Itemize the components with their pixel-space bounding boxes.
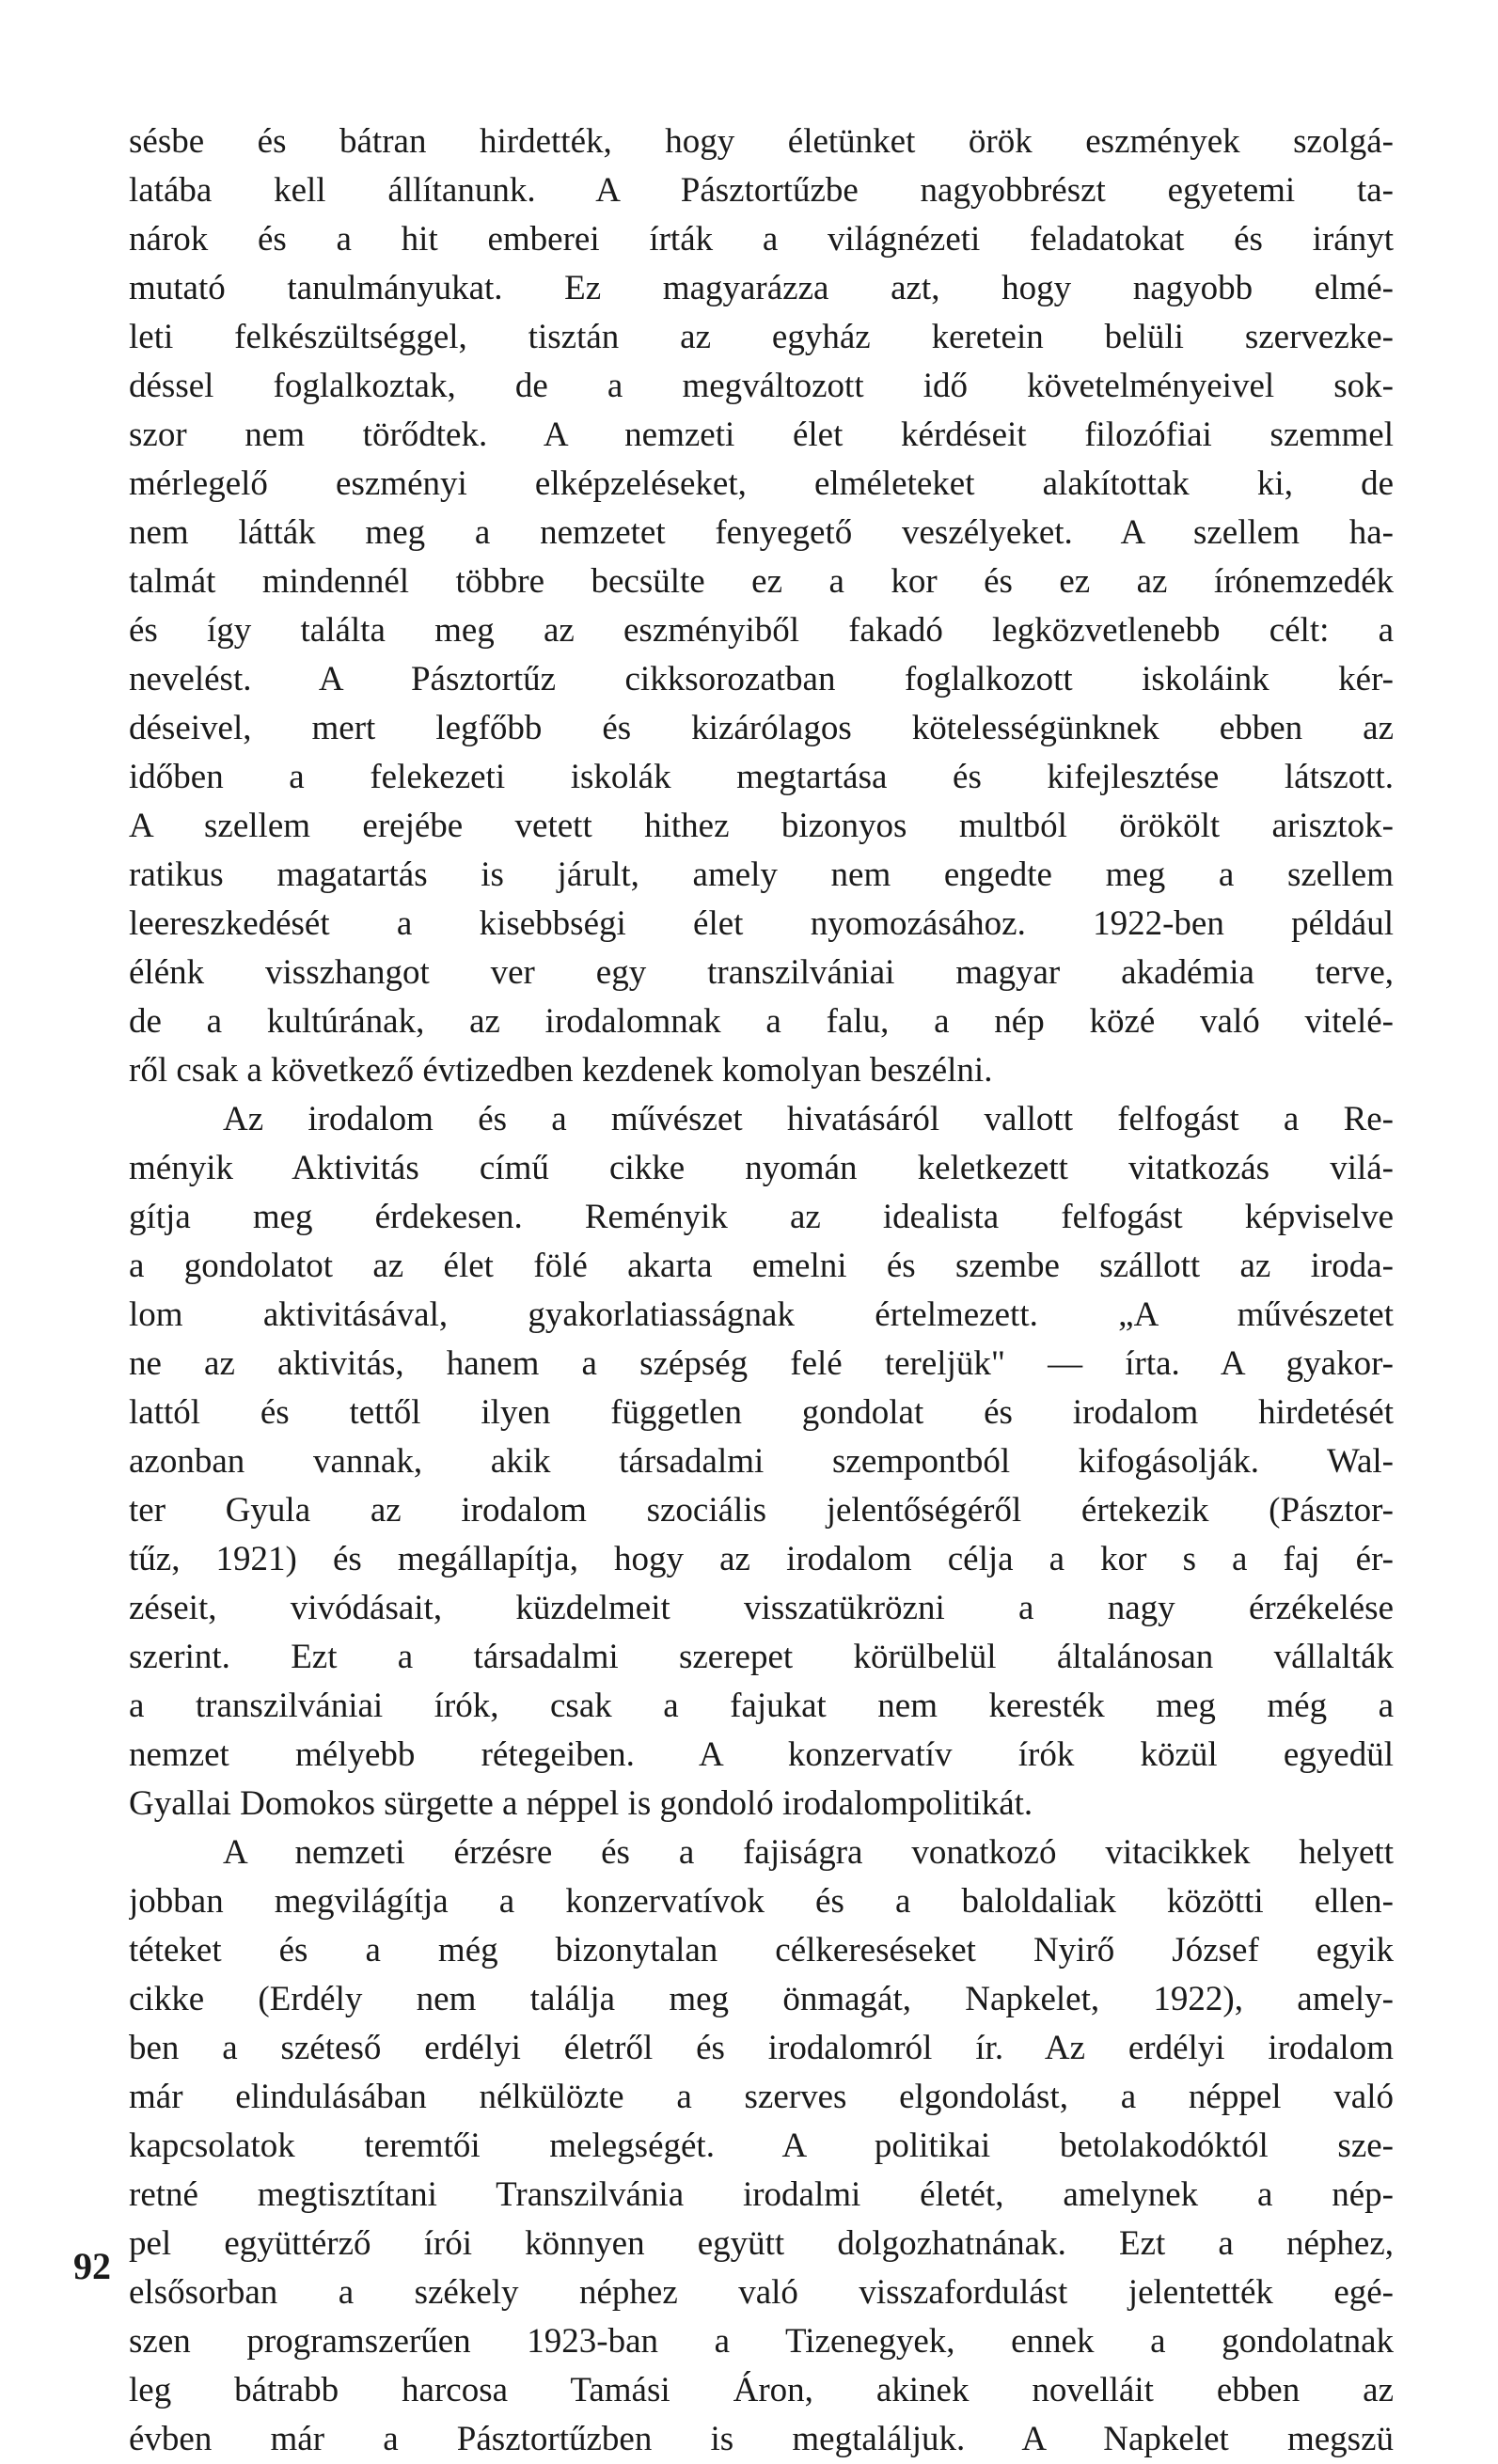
text-line: évben már a Pásztortűzben is megtaláljuk. A Napkelet megszü [129,2420,1394,2458]
text-line: időben a felekezeti iskolák megtartása és kifejlesztése látszott. [129,758,1394,796]
text-line: nemzet mélyebb rétegeiben. A konzervatív írók közül egyedül [129,1735,1394,1774]
text-line: kapcsolatok teremtői melegségét. A politikai betolakodóktól sze- [129,2127,1394,2165]
text-line: gítja meg érdekesen. Reményik az idealista felfogást képviselve [129,1198,1394,1236]
text-line: nem látták meg a nemzetet fenyegető veszélyeket. A szellem ha- [129,513,1394,552]
text-line: lom aktivitásával, gyakorlatiasságnak értelmezett. „A művészetet [129,1295,1394,1334]
text-line: de a kultúrának, az irodalomnak a falu, a nép közé való vitelé- [129,1002,1394,1041]
text-line: cikke (Erdély nem találja meg önmagát, Napkelet, 1922), amely- [129,1980,1394,2018]
text-line: ratikus magatartás is járult, amely nem engedte meg a szellem [129,855,1394,894]
text-line: szen programszerűen 1923-ban a Tizenegyek, ennek a gondolatnak [129,2322,1394,2361]
text-line: nárok és a hit emberei írták a világnézeti feladatokat és irányt [129,220,1394,259]
text-line: téteket és a még bizonytalan célkereséseket Nyirő József egyik [129,1931,1394,1970]
text-line: mérlegelő eszményi elképzeléseket, elméleteket alakítottak ki, de [129,464,1394,503]
text-line: A szellem erejébe vetett hithez bizonyos multból örökölt arisztok- [129,807,1394,845]
text-line: leti felkészültséggel, tisztán az egyház keretein belüli szervezke- [129,318,1394,356]
paragraph-end-line: ről csak a következő évtizedben kezdenek komolyan beszélni. [129,1051,993,1090]
text-line: a gondolatot az élet fölé akarta emelni és szembe szállott az iroda- [129,1247,1394,1285]
text-line: retné megtisztítani Transzilvánia irodalmi életét, amelynek a nép- [129,2175,1394,2214]
text-line: pel együttérző írói könnyen együtt dolgozhatnának. Ezt a néphez, [129,2224,1394,2263]
text-line: élénk visszhangot ver egy transzilvániai magyar akadémia terve, [129,953,1394,992]
text-line: déseivel, mert legfőbb és kizárólagos kötelességünknek ebben az [129,709,1394,747]
text-line: jobban megvilágítja a konzervatívok és a baloldaliak közötti ellen- [129,1882,1394,1921]
text-line: déssel foglalkoztak, de a megváltozott idő követelményeivel sok- [129,367,1394,405]
text-line: tűz, 1921) és megállapítja, hogy az irodalom célja a kor s a faj ér- [129,1540,1394,1578]
text-line: leereszkedését a kisebbségi élet nyomozásához. 1922-ben például [129,904,1394,943]
text-line: lattól és tettől ilyen független gondolat és irodalom hirdetését [129,1393,1394,1432]
text-line: zéseit, vivódásait, küzdelmeit visszatükrözni a nagy érzékelése [129,1589,1394,1627]
text-line: és így találta meg az eszményiből fakadó legközvetlenebb célt: a [129,611,1394,650]
text-line: nevelést. A Pásztortűz cikksorozatban foglalkozott iskoláink kér- [129,660,1394,698]
text-line: ményik Aktivitás című cikke nyomán keletkezett vitatkozás vilá- [129,1149,1394,1187]
paragraph-start-line: A nemzeti érzésre és a fajiságra vonatkozó vitacikkek helyett [223,1833,1394,1872]
body-text [129,118,1394,2464]
text-line: ben a széteső erdélyi életről és irodalomról ír. Az erdélyi irodalom [129,2029,1394,2067]
text-line: elsősorban a székely néphez való visszafordulást jelentették egé- [129,2273,1394,2312]
paragraph-start-line: Az irodalom és a művészet hivatásáról vallott felfogást a Re- [223,1100,1394,1138]
text-line: talmát mindennél többre becsülte ez a kor és ez az írónemzedék [129,562,1394,601]
text-line: latába kell állítanunk. A Pásztortűzbe nagyobbrészt egyetemi ta- [129,171,1394,210]
text-line: mutató tanulmányukat. Ez magyarázza azt, hogy nagyobb elmé- [129,269,1394,307]
text-line: ter Gyula az irodalom szociális jelentőségéről értekezik (Pásztor- [129,1491,1394,1530]
text-line: szor nem törődtek. A nemzeti élet kérdéseit filozófiai szemmel [129,416,1394,454]
text-line: leg bátrabb harcosa Tamási Áron, akinek novelláit ebben az [129,2371,1394,2409]
text-line: azonban vannak, akik társadalmi szempontból kifogásolják. Wal- [129,1442,1394,1481]
text-line: már elindulásában nélkülözte a szerves elgondolást, a néppel való [129,2078,1394,2116]
text-line: sésbe és bátran hirdették, hogy életünket örök eszmények szolgá- [129,122,1394,161]
text-line: szerint. Ezt a társadalmi szerepet körülbelül általánosan vállalták [129,1638,1394,1676]
page-number: 92 [73,2245,111,2287]
text-line: ne az aktivitás, hanem a szépség felé tereljük" — írta. A gyakor- [129,1344,1394,1383]
text-line: a transzilvániai írók, csak a fajukat nem keresték meg még a [129,1687,1394,1725]
paragraph-end-line: Gyallai Domokos sürgette a néppel is gondoló irodalompolitikát. [129,1784,1033,1823]
